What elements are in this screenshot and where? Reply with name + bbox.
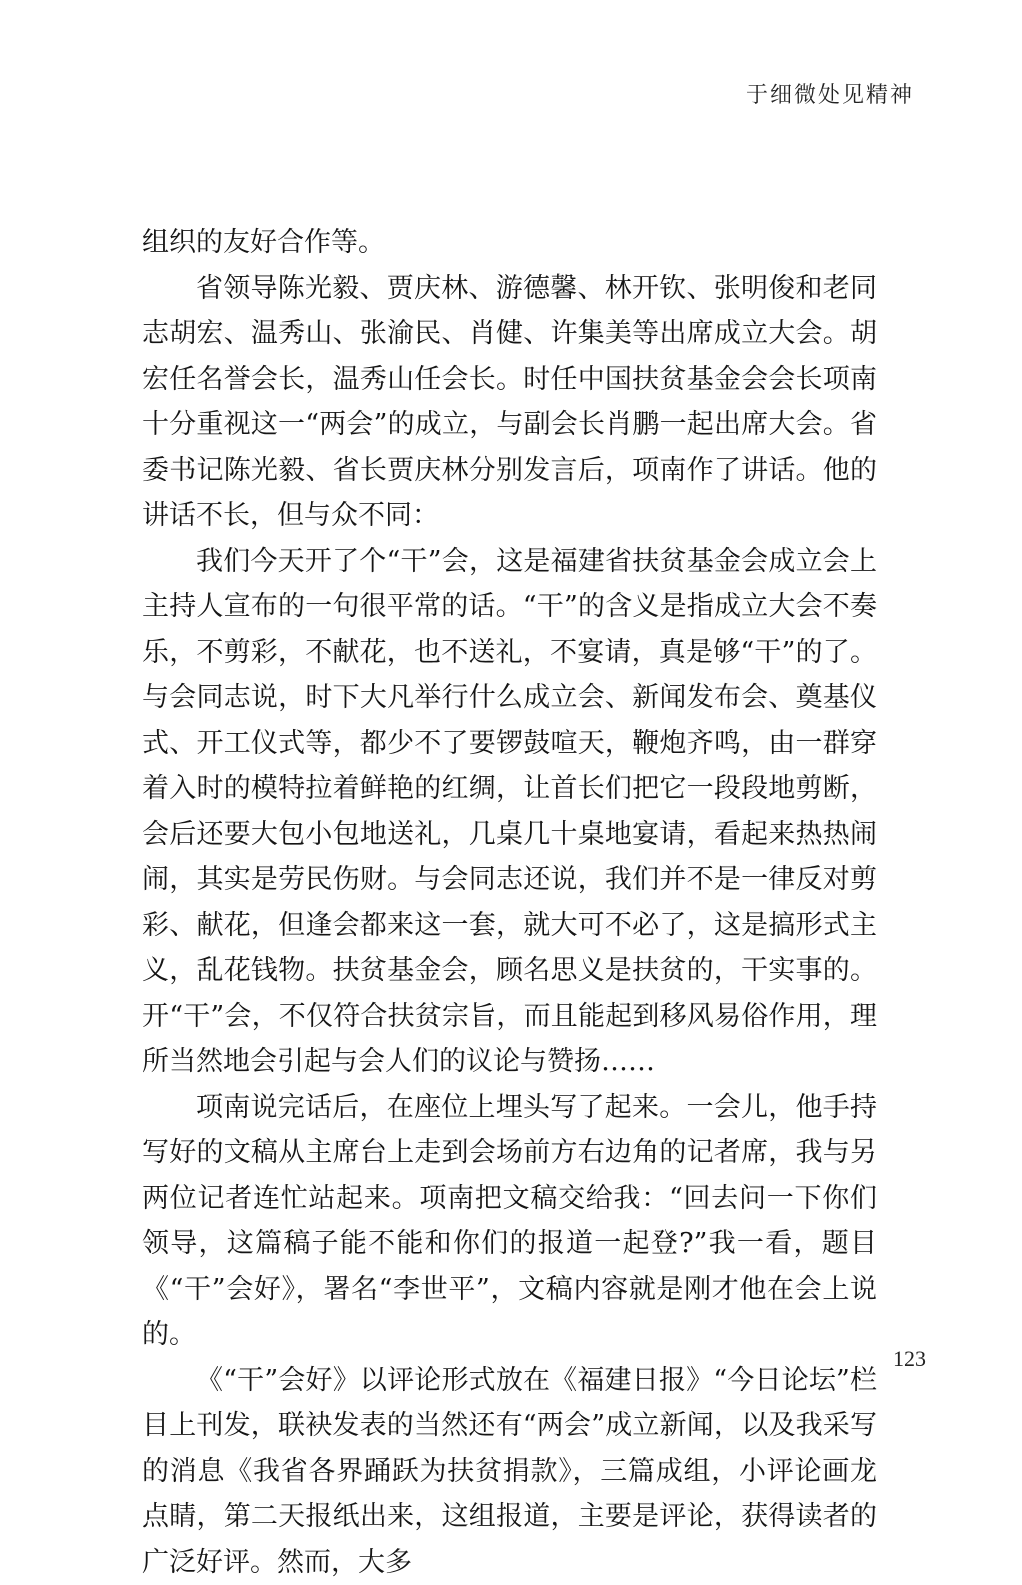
- page-number: 123: [893, 1346, 926, 1372]
- paragraph-quoted-speech: 我们今天开了个“干”会，这是福建省扶贫基金会成立会上主持人宣布的一句很平常的话。“干”的含义是指成立大会不奏乐，不剪彩，不献花，也不送礼，不宴请，真是够“干”的了。与会同志说，时下大凡举行什么成立会、新闻发布会、奠基仪式、开工仪式等，都少不了要锣鼓喧天，鞭炮齐鸣，由一群穿着入时的模特拉着鲜艳的红绸，让首长们把它一段段地剪断，会后还要大包小包地送礼，几桌几十桌地宴请，看起来热热闹闹，其实是劳民伤财。与会同志还说，我们并不是一律反对剪彩、献花，但逢会都来这一套，就大可不必了，这是搞形式主义，乱花钱物。扶贫基金会，顾名思义是扶贫的，干实事的。开“干”会，不仅符合扶贫宗旨，而且能起到移风易俗作用，理所当然地会引起与会人们的议论与赞扬……: [142, 539, 877, 1085]
- running-head: 于细微处见精神: [746, 78, 914, 109]
- paragraph: 项南说完话后，在座位上埋头写了起来。一会儿，他手持写好的文稿从主席台上走到会场前方右边角的记者席，我与另两位记者连忙站起来。项南把文稿交给我：“回去问一下你们领导，这篇稿子能不能和你们的报道一起登?”我一看，题目《“干”会好》，署名“李世平”，文稿内容就是刚才他在会上说的。: [142, 1085, 877, 1358]
- paragraph: 省领导陈光毅、贾庆林、游德馨、林开钦、张明俊和老同志胡宏、温秀山、张渝民、肖健、许集美等出席成立大会。胡宏任名誉会长，温秀山任会长。时任中国扶贫基金会会长项南十分重视这一“两会”的成立，与副会长肖鹏一起出席大会。省委书记陈光毅、省长贾庆林分别发言后，项南作了讲话。他的讲话不长，但与众不同：: [142, 266, 877, 539]
- paragraph-continuation: 组织的友好合作等。: [142, 220, 877, 266]
- paragraph: 《“干”会好》以评论形式放在《福建日报》“今日论坛”栏目上刊发，联袂发表的当然还有“两会”成立新闻，以及我采写的消息《我省各界踊跃为扶贫捐款》，三篇成组，小评论画龙点睛，第二天报纸出来，这组报道，主要是评论，获得读者的广泛好评。然而，大多: [142, 1358, 877, 1585]
- body-text: [142, 220, 877, 1585]
